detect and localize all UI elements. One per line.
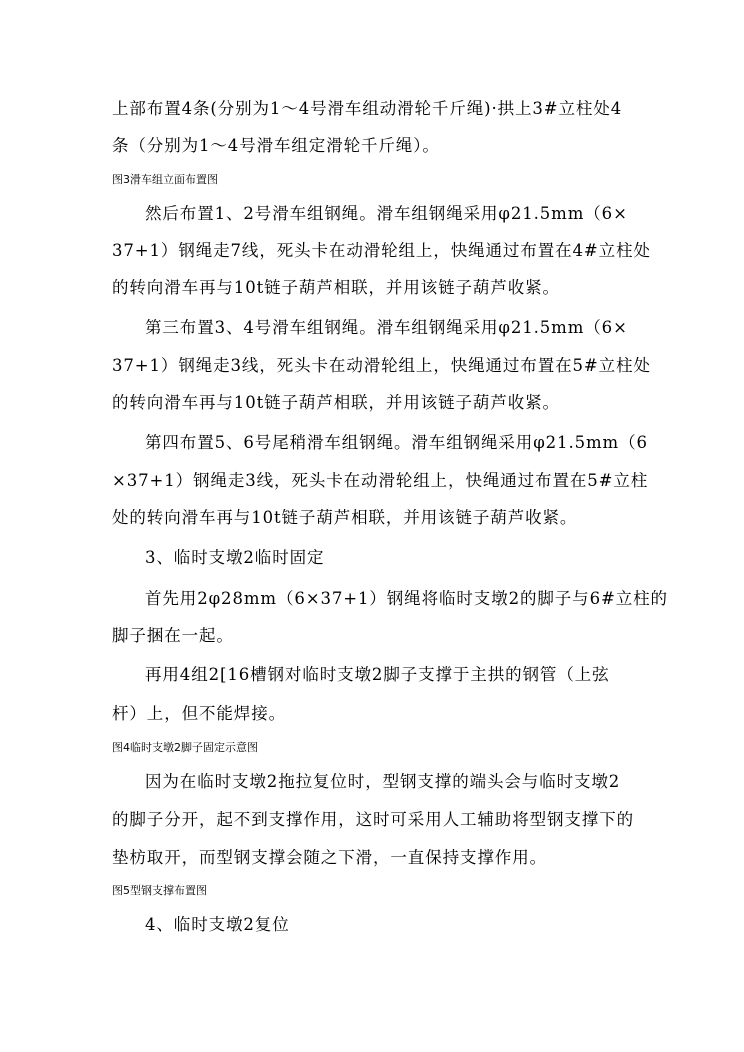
- paragraph-line: 的转向滑车再与10t链子葫芦相联，并用该链子葫芦收紧。: [112, 393, 560, 412]
- paragraph-line: 脚子捆在一起。: [112, 626, 234, 645]
- paragraph-first-line: 再用4组2[16槽钢对临时支墩2脚子支撑于主拱的钢管（上弦: [145, 665, 610, 684]
- paragraph-line: 37+1）钢绳走7线，死头卡在动滑轮组上，快绳通过布置在4#立柱处: [112, 241, 651, 260]
- body-text-line: 条（分别为1～4号滑车组定滑轮千斤绳）。: [112, 136, 440, 155]
- paragraph-first-line: 第三布置3、4号滑车组钢绳。滑车组钢绳采用φ21.5mm（6×: [145, 318, 628, 337]
- paragraph-first-line: 然后布置1、2号滑车组钢绳。滑车组钢绳采用φ21.5mm（6×: [145, 204, 628, 223]
- figure-caption: 图3滑车组立面布置图: [112, 173, 218, 186]
- paragraph-line: 处的转向滑车再与10t链子葫芦相联，并用该链子葫芦收紧。: [112, 508, 578, 527]
- body-text-line: 上部布置4条(分别为1～4号滑车组动滑轮千斤绳)·拱上3#立柱处4: [112, 99, 623, 118]
- paragraph-line: ×37+1）钢绳走3线，死头卡在动滑轮组上，快绳通过布置在5#立柱: [112, 471, 649, 490]
- figure-caption: 图4临时支墩2脚子固定示意图: [112, 741, 258, 754]
- paragraph-first-line: 首先用2φ28mm（6×37+1）钢绳将临时支墩2的脚子与6#立柱的: [145, 589, 668, 608]
- paragraph-line: 37+1）钢绳走3线，死头卡在动滑轮组上，快绳通过布置在5#立柱处: [112, 356, 651, 375]
- paragraph-first-line: 第四布置5、6号尾稍滑车组钢绳。滑车组钢绳采用φ21.5mm（6: [145, 433, 648, 452]
- section-heading: 4、临时支墩2复位: [145, 915, 290, 934]
- section-heading: 3、临时支墩2临时固定: [145, 548, 325, 567]
- paragraph-line: 的转向滑车再与10t链子葫芦相联，并用该链子葫芦收紧。: [112, 278, 560, 297]
- figure-caption: 图5型钢支撑布置图: [112, 884, 207, 897]
- paragraph-first-line: 因为在临时支墩2拖拉复位时，型钢支撑的端头会与临时支墩2: [145, 772, 621, 791]
- paragraph-line: 杆）上，但不能焊接。: [112, 704, 286, 723]
- paragraph-line: 的脚子分开，起不到支撑作用，这时可采用人工辅助将型钢支撑下的: [112, 810, 634, 829]
- paragraph-line: 垫枋取开，而型钢支撑会随之下滑，一直保持支撑作用。: [112, 848, 547, 867]
